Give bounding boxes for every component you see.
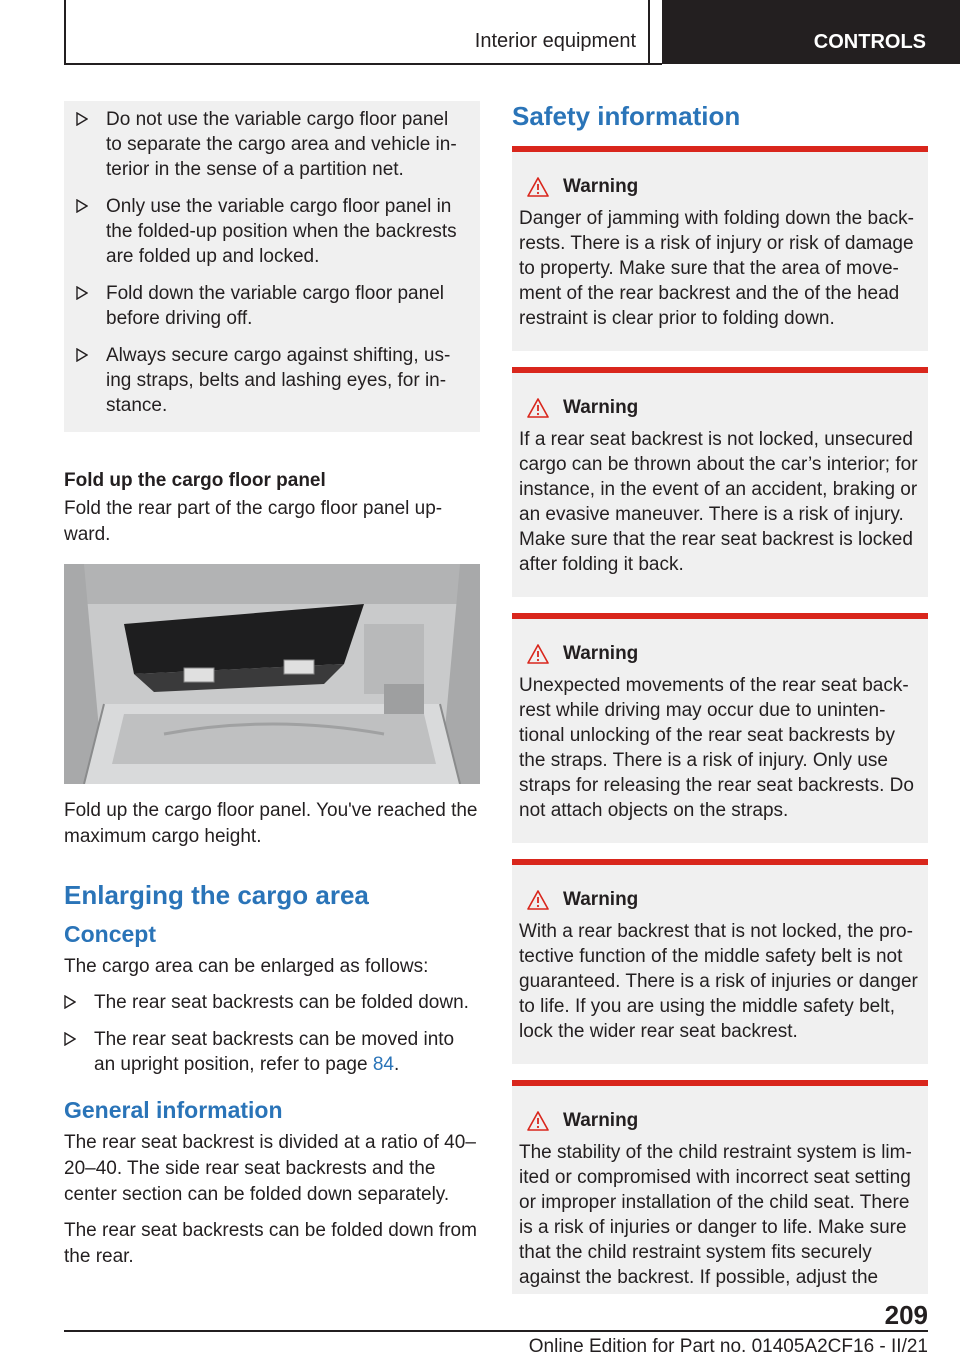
triangle-bullet-icon	[76, 348, 88, 362]
warning-title-text: Warning	[563, 889, 639, 910]
notice-box	[64, 101, 480, 432]
warning-triangle-icon	[527, 890, 549, 910]
page-reference-link[interactable]: 84	[372, 1054, 394, 1075]
warning-triangle-icon	[527, 1111, 549, 1131]
warning-box	[512, 146, 928, 351]
general-text-2: The rear seat backrests can be folded down from the rear.	[64, 1220, 477, 1267]
header-left-rule	[64, 0, 66, 64]
list-item-text: Do not use the variable cargo floor panel to separate the cargo area and vehicle in-terior in the sense of a partition net.	[106, 109, 457, 180]
list-item-text-end: .	[394, 1054, 400, 1075]
list-item	[76, 343, 468, 418]
concept-text: The cargo area can be enlarged as follows:	[64, 956, 429, 977]
warning-title	[519, 889, 922, 911]
cargo-floor-photo	[64, 564, 480, 784]
warning-triangle-icon	[527, 644, 549, 664]
left-column	[64, 101, 480, 1280]
photo-caption: Fold up the cargo floor panel. You've reached the maximum cargo height.	[64, 800, 478, 847]
triangle-bullet-icon	[64, 1032, 76, 1046]
list-item-text: The rear seat backrests can be moved into an upright position, refer to page	[94, 1029, 455, 1075]
triangle-bullet-icon	[76, 199, 88, 213]
fold-heading: Fold up the cargo floor panel	[64, 470, 326, 491]
list-item	[64, 990, 480, 1015]
list-item-text: The rear seat backrests can be folded down.	[94, 992, 469, 1013]
right-column	[512, 101, 928, 1294]
warning-title-text: Warning	[563, 176, 639, 197]
triangle-bullet-icon	[76, 112, 88, 126]
warning-title	[519, 397, 922, 419]
enlarge-heading: Enlarging the cargo area	[64, 880, 369, 910]
header-chapter-label: CONTROLS	[813, 31, 926, 53]
edition-info: Online Edition for Part no. 01405A2CF16 - II/21	[528, 1336, 928, 1357]
page-number: 209	[884, 1300, 928, 1330]
warning-box	[512, 859, 928, 1064]
warning-title-text: Warning	[563, 397, 639, 418]
warning-box	[512, 1080, 928, 1294]
warning-text: Unexpected movements of the rear seat back-rest while driving may occur due to uninten-tional unlocking of the rear seat backrests by the straps. There is a risk of injury. Only use straps for releasing the rear seat backrests. Do not attach objects on the straps.	[519, 675, 914, 821]
header-bottom-rule	[64, 63, 662, 65]
warning-triangle-icon	[527, 398, 549, 418]
list-item	[76, 194, 468, 269]
safety-heading: Safety information	[512, 101, 741, 131]
warning-box	[512, 367, 928, 597]
list-item-text: Always secure cargo against shifting, us-ing straps, belts and lashing eyes, for in-stance.	[106, 345, 451, 416]
warning-triangle-icon	[527, 177, 549, 197]
list-item-text: Fold down the variable cargo floor panel before driving off.	[106, 283, 444, 329]
triangle-bullet-icon	[64, 995, 76, 1009]
warning-text: With a rear backrest that is not locked, the pro-tective function of the middle safety belt is not guaranteed. There is a risk of injuries or danger to life. If you are using the middle safety belt, lock the wider rear seat backrest.	[519, 921, 918, 1042]
list-item	[76, 281, 468, 331]
warning-title	[519, 643, 922, 665]
general-text-1: The rear seat backrest is divided at a ratio of 40–20–40. The side rear seat backrests and the center section can be folded down separately.	[64, 1132, 476, 1205]
footer-rule	[64, 1330, 928, 1332]
list-item	[76, 107, 468, 182]
warning-text: If a rear seat backrest is not locked, unsecured cargo can be thrown about the car’s interior; for instance, in the event of an accident, braking or an evasive maneuver. There is a risk of injury. Make sure that the rear seat backrest is locked after folding it back.	[519, 429, 918, 575]
warning-text: The stability of the child restraint system is lim-ited or compromised with incorrect seat setting or improper installation of the child seat. There is a risk of injuries or danger to life. Make sure that the child restraint system fits securely against the backrest. If possible, adjust the	[519, 1142, 912, 1288]
header-separator	[648, 0, 650, 64]
fold-text: Fold the rear part of the cargo floor panel up-ward.	[64, 498, 443, 545]
warning-title	[519, 1110, 922, 1132]
general-heading: General information	[64, 1097, 283, 1123]
warning-title	[519, 176, 922, 198]
list-item-text: Only use the variable cargo floor panel in the folded-up position when the backrests are folded up and locked.	[106, 196, 457, 267]
concept-heading: Concept	[64, 921, 156, 947]
header-section-title: Interior equipment	[474, 30, 636, 52]
header-chapter-tab[interactable]	[662, 0, 960, 64]
triangle-bullet-icon	[76, 286, 88, 300]
warning-box	[512, 613, 928, 843]
warning-title-text: Warning	[563, 1110, 639, 1131]
warning-text: Danger of jamming with folding down the back-rests. There is a risk of injury or risk of damage to property. Make sure that the area of move-ment of the rear backrest and the of the head restraint is clear prior to folding down.	[519, 208, 914, 329]
list-item	[64, 1027, 480, 1077]
warning-title-text: Warning	[563, 643, 639, 664]
